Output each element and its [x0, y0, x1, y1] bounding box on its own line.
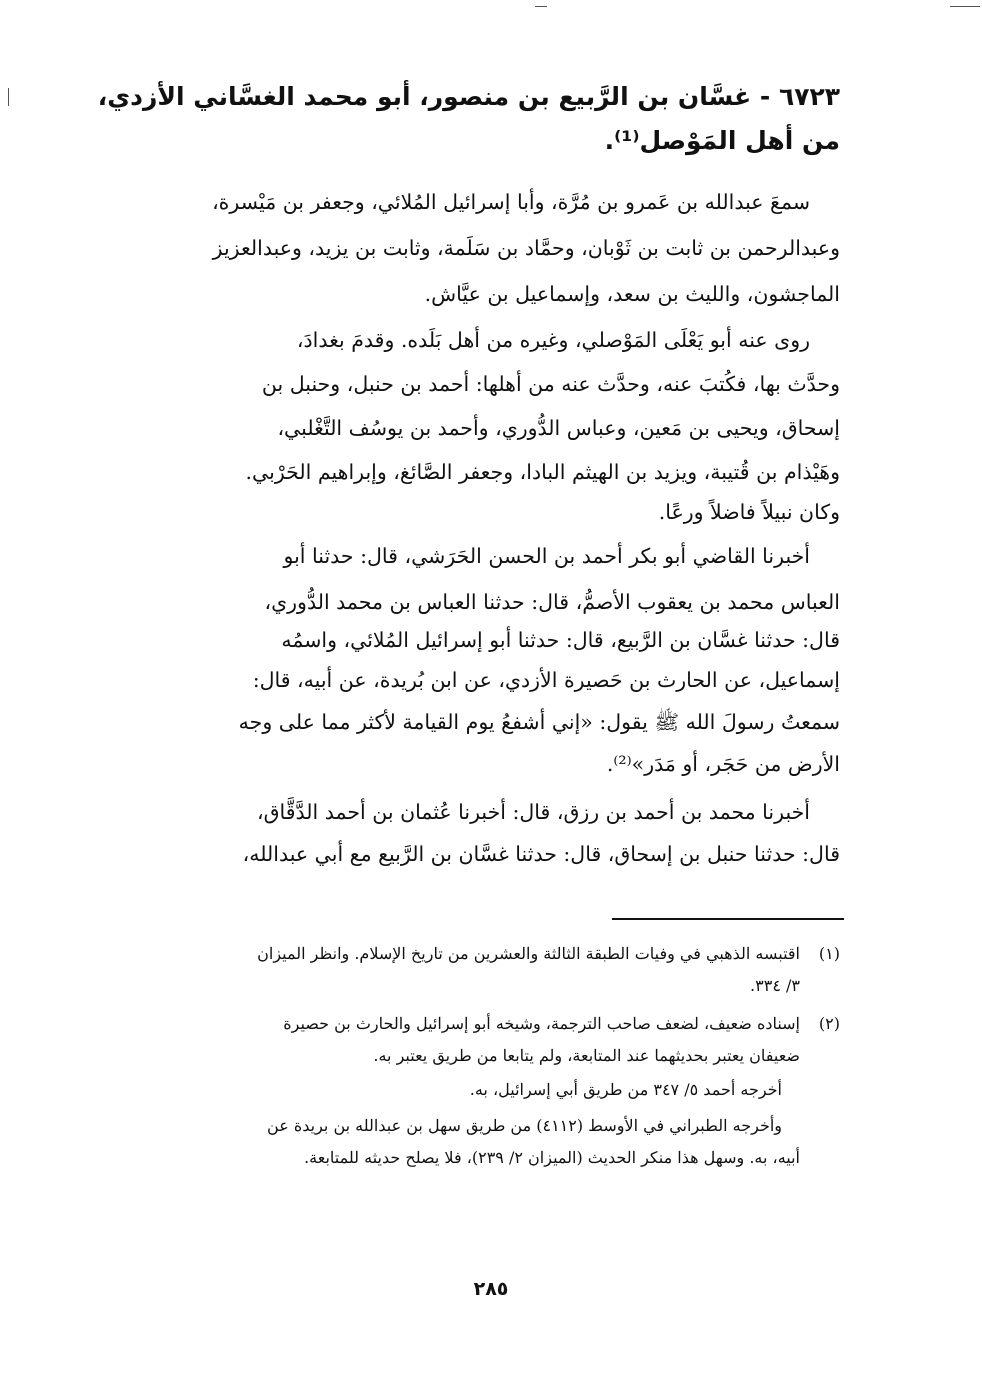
paragraph-3-line-4: إسماعيل، عن الحارث بن حَصيرة الأزدي، عن ابن بُريدة، عن أبيه، قال:	[252, 668, 840, 692]
paragraph-1-line-3: الماجشون، والليث بن سعد، وإسماعيل بن عيَّاش.	[424, 282, 840, 306]
entry-heading-line-1: ٦٧٢٣ - غسَّان بن الرَّبيع بن منصور، أبو محمد الغسَّاني الأزدي،	[97, 82, 840, 111]
paragraph-3-line-3: قال: حدثنا غسَّان بن الرَّبيع، قال: حدثنا أبو إسرائيل المُلائي، واسمُه	[281, 628, 840, 652]
footnote-1-line-1: اقتبسه الذهبي في وفيات الطبقة الثالثة والعشرين من تاريخ الإسلام. وانظر الميزان	[257, 944, 800, 963]
footnote-2-line-3: أخرجه أحمد ٥/ ٣٤٧ من طريق أبي إسرائيل، به.	[469, 1080, 782, 1099]
footnote-2-line-1: إسناده ضعيف، لضعف صاحب الترجمة، وشيخه أبو إسرائيل والحارث بن حصيرة	[283, 1014, 800, 1033]
footnote-2-line-5: أبيه، به. وسهل هذا منكر الحديث (الميزان ٢/ ٢٣٩)، فلا يصلح حديثه للمتابعة.	[304, 1148, 800, 1167]
paragraph-2-line-4: وهَيْذام بن قُتيبة، ويزيد بن الهيثم البادا، وجعفر الصَّائغ، وإبراهيم الحَرْبي.	[245, 460, 840, 484]
paragraph-1-line-2: وعبدالرحمن بن ثابت بن ثَوْبان، وحمَّاد بن سَلَمة، وثابت بن يزيد، وعبدالعزيز	[212, 236, 840, 260]
paragraph-3-line-6: الأرض من حَجَر، أو مَدَر»⁽²⁾.	[606, 752, 840, 776]
paragraph-3-line-5: سمعتُ رسولَ الله ﷺ يقول: «إني أشفعُ يوم القيامة لأكثر مما على وجه	[238, 710, 840, 734]
paragraph-4-line-2: قال: حدثنا حنبل بن إسحاق، قال: حدثنا غسَّان بن الرَّبيع مع أبي عبدالله،	[242, 842, 840, 866]
paragraph-1-line-1: سمعَ عبدالله بن عَمرو بن مُرَّة، وأبا إسرائيل المُلائي، وجعفر بن مَيْسرة،	[212, 190, 810, 214]
paragraph-3-line-1: أخبرنا القاضي أبو بكر أحمد بن الحسن الحَرَشي، قال: حدثنا أبو	[283, 544, 810, 568]
footnote-2-number: (٢)	[818, 1014, 840, 1033]
footnote-2-line-4: وأخرجه الطبراني في الأوسط (٤١١٢) من طريق سهل بن عبدالله بن بريدة عن	[267, 1116, 782, 1135]
page-number: ٢٨٥	[473, 1278, 509, 1300]
footnote-1-line-2: ٣/ ٣٣٤.	[750, 976, 800, 995]
scan-mark-left	[8, 88, 9, 106]
paragraph-2-line-5: وكان نبيلاً فاضلاً ورعًا.	[658, 500, 840, 524]
footnote-1-number: (١)	[818, 944, 840, 963]
paragraph-4-line-1: أخبرنا محمد بن أحمد بن رزق، قال: أخبرنا عُثمان بن أحمد الدَّقَّاق،	[256, 800, 810, 824]
paragraph-2-line-2: وحدَّث بها، فكُتبَ عنه، وحدَّث عنه من أهلها: أحمد بن حنبل، وحنبل بن	[261, 372, 840, 396]
paragraph-2-line-1: روى عنه أبو يَعْلَى المَوْصلي، وغيره من أهل بَلَده. وقدمَ بغدادَ،	[296, 328, 810, 352]
paragraph-3-line-2: العباس محمد بن يعقوب الأصمُّ، قال: حدثنا العباس بن محمد الدُّوري،	[264, 590, 840, 614]
scan-mark-top-right	[950, 6, 980, 7]
entry-heading-line-2: من أهل المَوْصل⁽¹⁾.	[604, 126, 840, 155]
scan-mark-top	[535, 6, 547, 7]
footnote-2-line-2: ضعيفان يعتبر بحديثهما عند المتابعة، ولم يتابعا من طريق يعتبر به.	[373, 1046, 800, 1065]
footnote-separator	[612, 918, 844, 920]
paragraph-2-line-3: إسحاق، ويحيى بن مَعين، وعباس الدُّوري، وأحمد بن يوسُف التَّغْلبي،	[277, 416, 840, 440]
